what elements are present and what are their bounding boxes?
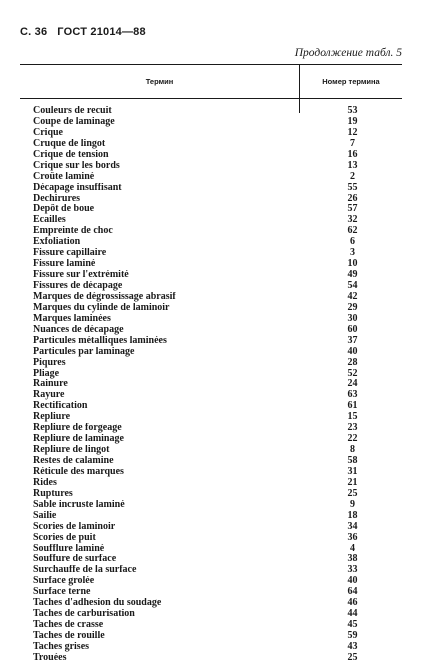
standard-code: ГОСТ 21014—88 bbox=[57, 26, 146, 38]
term-cell: Marques de dégrossissage abrasif bbox=[33, 291, 176, 302]
term-number-cell: 10 bbox=[347, 258, 358, 270]
term-cell: Croûte laminé bbox=[33, 171, 95, 182]
term-cell: Soufflure laminé bbox=[33, 543, 105, 554]
table-row bbox=[20, 423, 402, 434]
table-row bbox=[20, 511, 402, 522]
term-cell: Décapage insuffisant bbox=[33, 182, 122, 193]
table-row bbox=[20, 412, 402, 423]
term-cell: Taches de crasse bbox=[33, 620, 104, 631]
table-row bbox=[20, 259, 402, 270]
table-row bbox=[20, 150, 402, 161]
table-row bbox=[20, 281, 402, 292]
term-number-cell: 53 bbox=[347, 105, 358, 116]
term-cell: Marques du cylinde de laminoir bbox=[33, 302, 170, 313]
term-cell: Repliure de lingot bbox=[33, 445, 110, 456]
term-cell: Ecailles bbox=[33, 215, 66, 226]
table-row bbox=[20, 117, 402, 128]
term-number-cell: 33 bbox=[347, 564, 358, 576]
term-cell: Fissure sur l'extrémité bbox=[33, 270, 129, 281]
table-row bbox=[20, 456, 402, 467]
table-row bbox=[20, 467, 402, 478]
term-cell: Taches d'adhesion du soudage bbox=[33, 598, 162, 609]
term-cell: Rectification bbox=[33, 401, 88, 412]
table-row bbox=[20, 434, 402, 445]
table-row bbox=[20, 347, 402, 358]
term-number-cell: 45 bbox=[347, 619, 358, 631]
term-cell: Sailie bbox=[33, 510, 57, 521]
term-cell: Rayure bbox=[33, 390, 65, 401]
term-number-cell: 25 bbox=[347, 487, 358, 499]
table-row bbox=[20, 609, 402, 620]
table-row bbox=[20, 489, 402, 500]
term-cell: Crique bbox=[33, 127, 63, 138]
term-number-cell: 58 bbox=[347, 455, 358, 466]
term-cell: Exfoliation bbox=[33, 237, 81, 248]
term-number-cell: 8 bbox=[350, 444, 355, 456]
table-row bbox=[20, 500, 402, 511]
table-row bbox=[20, 226, 402, 237]
table-row bbox=[20, 215, 402, 226]
term-cell: Particules métalliques laminées bbox=[33, 335, 167, 346]
term-cell: Repliure de forgeage bbox=[33, 423, 122, 434]
term-number-cell: 49 bbox=[347, 269, 358, 281]
table-row bbox=[20, 106, 402, 117]
table-row bbox=[20, 336, 402, 347]
table-row bbox=[20, 554, 402, 565]
term-number-cell: 12 bbox=[347, 126, 358, 138]
table-row bbox=[20, 270, 402, 281]
term-number-cell: 34 bbox=[347, 520, 358, 532]
term-cell: Particules par laminage bbox=[33, 346, 135, 357]
table-row bbox=[20, 128, 402, 139]
term-number-cell: 38 bbox=[347, 553, 358, 565]
term-number-cell: 40 bbox=[347, 345, 358, 357]
term-cell: Taches de carburisation bbox=[33, 609, 135, 620]
table-header bbox=[20, 64, 402, 99]
term-cell: Restes de calamine bbox=[33, 456, 114, 466]
table-row bbox=[20, 237, 402, 248]
term-cell: Dechirures bbox=[33, 193, 81, 204]
table-row bbox=[20, 533, 402, 544]
term-number-cell: 37 bbox=[347, 334, 358, 346]
term-number-cell: 43 bbox=[347, 640, 358, 652]
table-row bbox=[20, 248, 402, 259]
table-row bbox=[20, 445, 402, 456]
term-number-cell: 54 bbox=[347, 280, 358, 291]
term-number-cell: 26 bbox=[347, 192, 358, 204]
term-number-cell: 32 bbox=[347, 214, 358, 226]
table-row bbox=[20, 369, 402, 380]
table-row bbox=[20, 544, 402, 555]
table-row bbox=[20, 587, 402, 598]
term-number-cell: 59 bbox=[347, 630, 358, 641]
term-number-cell: 24 bbox=[347, 378, 358, 390]
term-number-cell: 16 bbox=[347, 148, 358, 160]
table-row bbox=[20, 631, 402, 642]
table-row bbox=[20, 401, 402, 412]
term-cell: Depôt de boue bbox=[33, 204, 95, 215]
term-cell: Surchauffe de la surface bbox=[33, 565, 137, 576]
table-row bbox=[20, 379, 402, 390]
term-cell: Réticule des marques bbox=[33, 466, 124, 477]
term-number-cell: 62 bbox=[347, 225, 358, 237]
table-row bbox=[20, 620, 402, 631]
table-row bbox=[20, 642, 402, 653]
term-number-cell: 64 bbox=[347, 586, 358, 598]
term-number-cell: 36 bbox=[347, 531, 358, 543]
term-cell: Piqures bbox=[33, 357, 66, 368]
term-cell: Couleurs de recuit bbox=[33, 106, 112, 116]
term-number-cell: 63 bbox=[347, 389, 358, 401]
table-row bbox=[20, 172, 402, 183]
term-number-cell: 60 bbox=[347, 323, 358, 335]
term-number-cell: 21 bbox=[347, 476, 358, 488]
term-number-cell: 55 bbox=[347, 181, 358, 193]
term-cell: Crique de tension bbox=[33, 149, 109, 160]
terms-table bbox=[20, 64, 402, 664]
table-row bbox=[20, 325, 402, 336]
term-number-cell: 15 bbox=[347, 411, 358, 423]
term-number-cell: 18 bbox=[347, 509, 358, 521]
table-row bbox=[20, 522, 402, 533]
term-number-cell: 42 bbox=[347, 290, 358, 302]
table-continuation-label: Продолжение табл. 5 bbox=[294, 47, 402, 59]
term-cell: Taches de rouille bbox=[33, 631, 105, 641]
term-number-cell: 44 bbox=[347, 608, 358, 620]
term-number-cell: 7 bbox=[350, 137, 355, 149]
term-cell: Souffure de surface bbox=[33, 554, 117, 565]
term-number-cell: 2 bbox=[350, 170, 355, 182]
term-cell: Cruque de lingot bbox=[33, 138, 106, 149]
table-row bbox=[20, 183, 402, 194]
term-cell: Fissures de décapage bbox=[33, 281, 123, 291]
term-cell: Scories de puit bbox=[33, 532, 96, 543]
term-number-cell: 9 bbox=[350, 498, 355, 510]
term-cell: Surface terne bbox=[33, 587, 91, 598]
table-row bbox=[20, 565, 402, 576]
column-header-term: Термин bbox=[20, 65, 300, 98]
column-header-number: Номер термина bbox=[322, 77, 380, 86]
term-number-cell: 29 bbox=[347, 301, 358, 313]
term-cell: Sable incruste laminé bbox=[33, 499, 125, 510]
table-row bbox=[20, 478, 402, 489]
term-cell: Empreinte de choc bbox=[33, 226, 113, 237]
table-row bbox=[20, 292, 402, 303]
term-cell: Rainure bbox=[33, 379, 68, 390]
term-cell: Rides bbox=[33, 477, 57, 488]
table-row bbox=[20, 358, 402, 369]
table-row bbox=[20, 204, 402, 215]
table-body bbox=[20, 99, 402, 664]
table-row bbox=[20, 303, 402, 314]
term-number-cell: 25 bbox=[347, 651, 358, 663]
term-cell: Nuances de décapage bbox=[33, 324, 124, 335]
term-number-cell: 6 bbox=[350, 236, 355, 248]
table-row bbox=[20, 194, 402, 205]
term-number-cell: 4 bbox=[350, 542, 355, 554]
term-number-cell: 40 bbox=[347, 575, 358, 587]
term-number-cell: 31 bbox=[347, 465, 358, 477]
term-number-cell: 19 bbox=[347, 115, 358, 127]
term-cell: Repliure de laminage bbox=[33, 434, 124, 445]
table-row bbox=[20, 653, 402, 664]
term-number-cell: 28 bbox=[347, 356, 358, 368]
term-cell: Coupe de laminage bbox=[33, 116, 115, 127]
term-cell: Trouées bbox=[33, 652, 67, 663]
term-number-cell: 23 bbox=[347, 422, 358, 434]
table-row bbox=[20, 161, 402, 172]
table-row bbox=[20, 139, 402, 150]
term-cell: Marques laminées bbox=[33, 313, 111, 324]
term-cell: Fissure laminé bbox=[33, 259, 96, 270]
table-row bbox=[20, 314, 402, 325]
term-number-cell: 46 bbox=[347, 597, 358, 609]
table-row bbox=[20, 576, 402, 587]
term-cell: Repliure bbox=[33, 412, 71, 423]
term-number-cell: 30 bbox=[347, 312, 358, 324]
table-row bbox=[20, 390, 402, 401]
term-cell: Taches grises bbox=[33, 641, 90, 652]
term-cell: Pliage bbox=[33, 368, 60, 379]
term-number-cell: 3 bbox=[350, 247, 355, 259]
term-cell: Surface grolée bbox=[33, 576, 95, 587]
term-cell: Fissure capillaire bbox=[33, 248, 107, 259]
term-number-cell: 13 bbox=[347, 159, 358, 171]
page-number: С. 36 bbox=[20, 26, 48, 38]
term-cell: Scories de laminoir bbox=[33, 521, 116, 532]
page-header bbox=[20, 26, 146, 38]
term-cell: Crique sur les bords bbox=[33, 160, 120, 171]
term-cell: Ruptures bbox=[33, 488, 73, 499]
term-number-cell: 57 bbox=[347, 203, 358, 215]
table-row bbox=[20, 598, 402, 609]
term-number-cell: 61 bbox=[347, 400, 358, 412]
term-number-cell: 52 bbox=[347, 367, 358, 379]
term-number-cell: 22 bbox=[347, 433, 358, 445]
